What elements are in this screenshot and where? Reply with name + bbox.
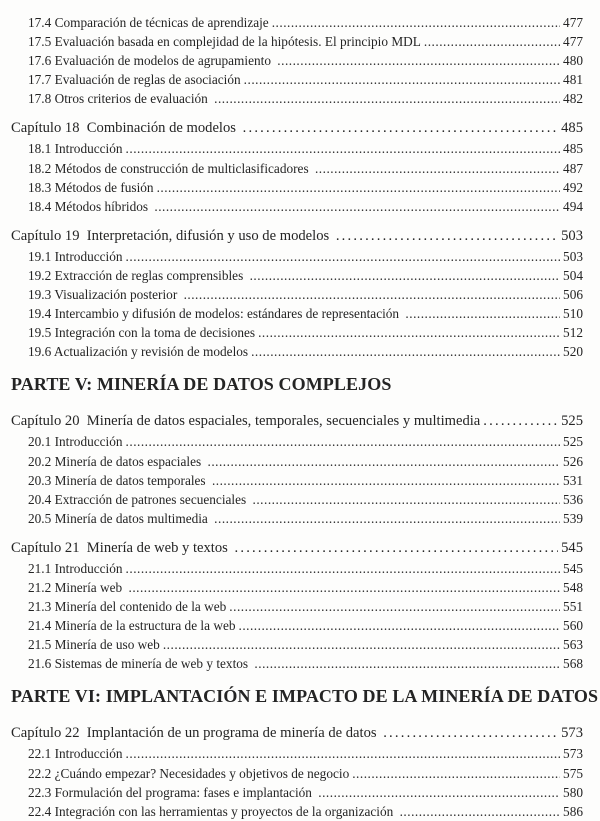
toc-entry-page: 560 — [563, 618, 583, 634]
toc-entry-row — [28, 452, 583, 471]
dot-leader — [126, 247, 561, 266]
toc-entry-row — [28, 139, 583, 158]
dot-leader — [405, 304, 560, 323]
toc-entry-page: 485 — [563, 141, 583, 157]
dot-leader — [258, 323, 560, 342]
toc-entry-page: 487 — [563, 160, 583, 176]
dot-leader — [336, 225, 558, 247]
toc-entry-label: 17.7 Evaluación de reglas de asociación — [28, 72, 241, 88]
toc-entry-page: 481 — [563, 72, 583, 88]
toc-entry-row — [28, 490, 583, 509]
toc-entry-row — [28, 51, 583, 70]
dot-leader — [163, 635, 560, 654]
toc-entry-label: 21.6 Sistemas de minería de web y textos — [28, 656, 252, 672]
toc-entry-page: 580 — [563, 784, 583, 800]
toc-entry-row — [28, 266, 583, 285]
toc-chapter-page: 573 — [561, 725, 583, 742]
toc-entry-page: 512 — [563, 325, 583, 341]
toc-entry-row — [28, 285, 583, 304]
toc-entry-label: 19.6 Actualización y revisión de modelos — [28, 344, 249, 360]
toc-chapter-row — [11, 537, 583, 559]
dot-leader — [212, 471, 560, 490]
toc-chapter-page: 503 — [561, 227, 583, 244]
toc-entry-row — [28, 432, 583, 451]
toc-entry-page: 568 — [563, 656, 583, 672]
toc-entry-label: 21.1 Introducción — [28, 560, 123, 576]
toc-entry-label: 17.5 Evaluación basada en complejidad de la hipótesis. El principio MDL — [28, 34, 421, 50]
toc-entry-label: 22.2 ¿Cuándo empezar? Necesidades y objetivos de negocio — [28, 765, 350, 781]
dot-leader — [352, 764, 560, 783]
dot-leader — [235, 537, 559, 559]
toc-chapter-row — [11, 410, 583, 432]
toc-chapter-title: Capítulo 22 Implantación de un programa de minería de datos — [11, 725, 381, 742]
dot-leader — [129, 578, 561, 597]
dot-leader — [239, 616, 561, 635]
toc-entry-label: 19.1 Introducción — [28, 248, 123, 264]
toc-entry-row — [28, 597, 583, 616]
toc-entry-page: 586 — [563, 803, 583, 819]
dot-leader — [214, 509, 560, 528]
toc-chapter-title: Capítulo 21 Minería de web y textos — [11, 539, 232, 556]
dot-leader — [126, 744, 561, 763]
toc-entry-label: 22.4 Integración con las herramientas y proyectos de la organización — [28, 803, 397, 819]
toc-entry-page: 504 — [563, 267, 583, 283]
dot-leader — [126, 432, 561, 451]
toc-entry-label: 20.5 Minería de datos multimedia — [28, 510, 212, 526]
dot-leader — [272, 13, 560, 32]
toc-entry-page: 539 — [563, 510, 583, 526]
toc-entry-label: 18.4 Métodos híbridos — [28, 198, 152, 214]
toc-entry-page: 575 — [563, 765, 583, 781]
dot-leader — [214, 89, 560, 108]
toc-entry-label: 18.3 Métodos de fusión — [28, 179, 154, 195]
toc-entry-label: 19.5 Integración con la toma de decisiones — [28, 325, 256, 341]
toc-entry-page: 492 — [563, 179, 583, 195]
toc-entry-row — [28, 197, 583, 216]
dot-leader — [208, 452, 561, 471]
toc-entry-label: 22.3 Formulación del programa: fases e implantación — [28, 784, 316, 800]
toc-entry-row — [28, 783, 583, 802]
toc-entry-row — [28, 247, 583, 266]
toc-entry-page: 520 — [563, 344, 583, 360]
dot-leader — [243, 117, 558, 139]
toc-entry-page: 480 — [563, 53, 583, 69]
toc-entry-label: 17.6 Evaluación de modelos de agrupamiento — [28, 53, 275, 69]
toc-entry-row — [28, 471, 583, 490]
toc-entry-row — [28, 159, 583, 178]
toc-entry-label: 20.3 Minería de datos temporales — [28, 472, 209, 488]
toc-entry-label: 20.1 Introducción — [28, 434, 123, 450]
toc-entry-row — [28, 616, 583, 635]
dot-leader — [318, 783, 560, 802]
toc-entry-page: 506 — [563, 287, 583, 303]
toc-entry-label: 17.4 Comparación de técnicas de aprendizaje — [28, 15, 269, 30]
toc-chapter-page: 485 — [561, 120, 583, 137]
toc-entry-label: 18.2 Métodos de construcción de multiclasificadores — [28, 160, 312, 176]
toc-entry-label: 19.3 Visualización posterior — [28, 287, 181, 303]
toc-entry-row — [28, 559, 583, 578]
toc-entry-page: 503 — [563, 248, 583, 264]
toc-entry-page: 482 — [563, 91, 583, 107]
dot-leader — [251, 342, 560, 361]
toc-entry-row — [28, 70, 583, 89]
toc-entry-page: 536 — [563, 491, 583, 507]
dot-leader — [254, 654, 560, 673]
dot-leader — [253, 490, 561, 509]
toc-entry-label: 19.2 Extracción de reglas comprensibles — [28, 267, 247, 283]
toc-entry-label: 20.2 Minería de datos espaciales — [28, 453, 205, 469]
dot-leader — [126, 559, 561, 578]
dot-leader — [424, 32, 560, 51]
dot-leader — [244, 70, 560, 89]
dot-leader — [400, 802, 560, 821]
toc-chapter-row — [11, 722, 583, 744]
toc-entry-page: 531 — [563, 472, 583, 488]
toc-entry-page: 477 — [563, 34, 583, 50]
dot-leader — [184, 285, 560, 304]
dot-leader — [483, 410, 558, 432]
toc-entry-page: 545 — [563, 560, 583, 576]
toc-entry-row — [28, 178, 583, 197]
toc-entry-label: 18.1 Introducción — [28, 141, 123, 157]
toc-part-heading: PARTE V: MINERÍA DE DATOS COMPLEJOS — [11, 374, 392, 395]
toc-chapter-row — [11, 117, 583, 139]
dot-leader — [154, 197, 560, 216]
toc-entry-row — [28, 635, 583, 654]
toc-chapter-title: Capítulo 18 Combinación de modelos — [11, 120, 240, 137]
toc-part-heading: PARTE VI: IMPLANTACIÓN E IMPACTO DE LA MINERÍA DE DATOS — [11, 686, 599, 707]
toc-entry-page: 563 — [563, 637, 583, 653]
dot-leader — [277, 51, 560, 70]
toc-entry-label: 22.1 Introducción — [28, 746, 123, 762]
toc-entry-row — [28, 13, 583, 32]
toc-chapter-page: 545 — [561, 539, 583, 556]
dot-leader — [315, 159, 560, 178]
toc-entry-page: 548 — [563, 579, 583, 595]
dot-leader — [157, 178, 560, 197]
dot-leader — [229, 597, 560, 616]
toc-entry-label: 21.3 Minería del contenido de la web — [28, 599, 227, 615]
dot-leader — [126, 139, 561, 158]
toc-chapter-page: 525 — [561, 413, 583, 430]
dot-leader — [383, 722, 558, 744]
toc-entry-page: 477 — [563, 15, 583, 30]
toc-entry-label: 21.4 Minería de la estructura de la web — [28, 618, 236, 634]
toc-entry-row — [28, 509, 583, 528]
toc-entry-label: 20.4 Extracción de patrones secuenciales — [28, 491, 250, 507]
toc-entry-row — [28, 323, 583, 342]
toc-entry-row — [28, 89, 583, 108]
toc-entry-page: 526 — [563, 453, 583, 469]
toc-entry-row — [28, 342, 583, 361]
toc-entry-row — [28, 802, 583, 821]
toc-entry-page: 510 — [563, 306, 583, 322]
toc-entry-page: 551 — [563, 599, 583, 615]
toc-entry-label: 21.2 Minería web — [28, 579, 126, 595]
toc-entry-row — [28, 744, 583, 763]
toc-entry-row — [28, 32, 583, 51]
dot-leader — [250, 266, 560, 285]
toc-entry-row — [28, 654, 583, 673]
toc-entry-row — [28, 304, 583, 323]
toc-chapter-row — [11, 225, 583, 247]
toc-entry-page: 494 — [563, 198, 583, 214]
toc-entry-row — [28, 764, 583, 783]
toc-entry-label: 17.8 Otros criterios de evaluación — [28, 91, 212, 107]
toc-entry-label: 21.5 Minería de uso web — [28, 637, 160, 653]
toc-entry-label: 19.4 Intercambio y difusión de modelos: estándares de representación — [28, 306, 403, 322]
toc-entry-row — [28, 578, 583, 597]
toc-entry-page: 573 — [563, 746, 583, 762]
toc-chapter-title: Capítulo 20 Minería de datos espaciales, temporales, secuenciales y multimedia — [11, 413, 481, 430]
toc-chapter-title: Capítulo 19 Interpretación, difusión y uso de modelos — [11, 227, 333, 244]
toc-entry-page: 525 — [563, 434, 583, 450]
